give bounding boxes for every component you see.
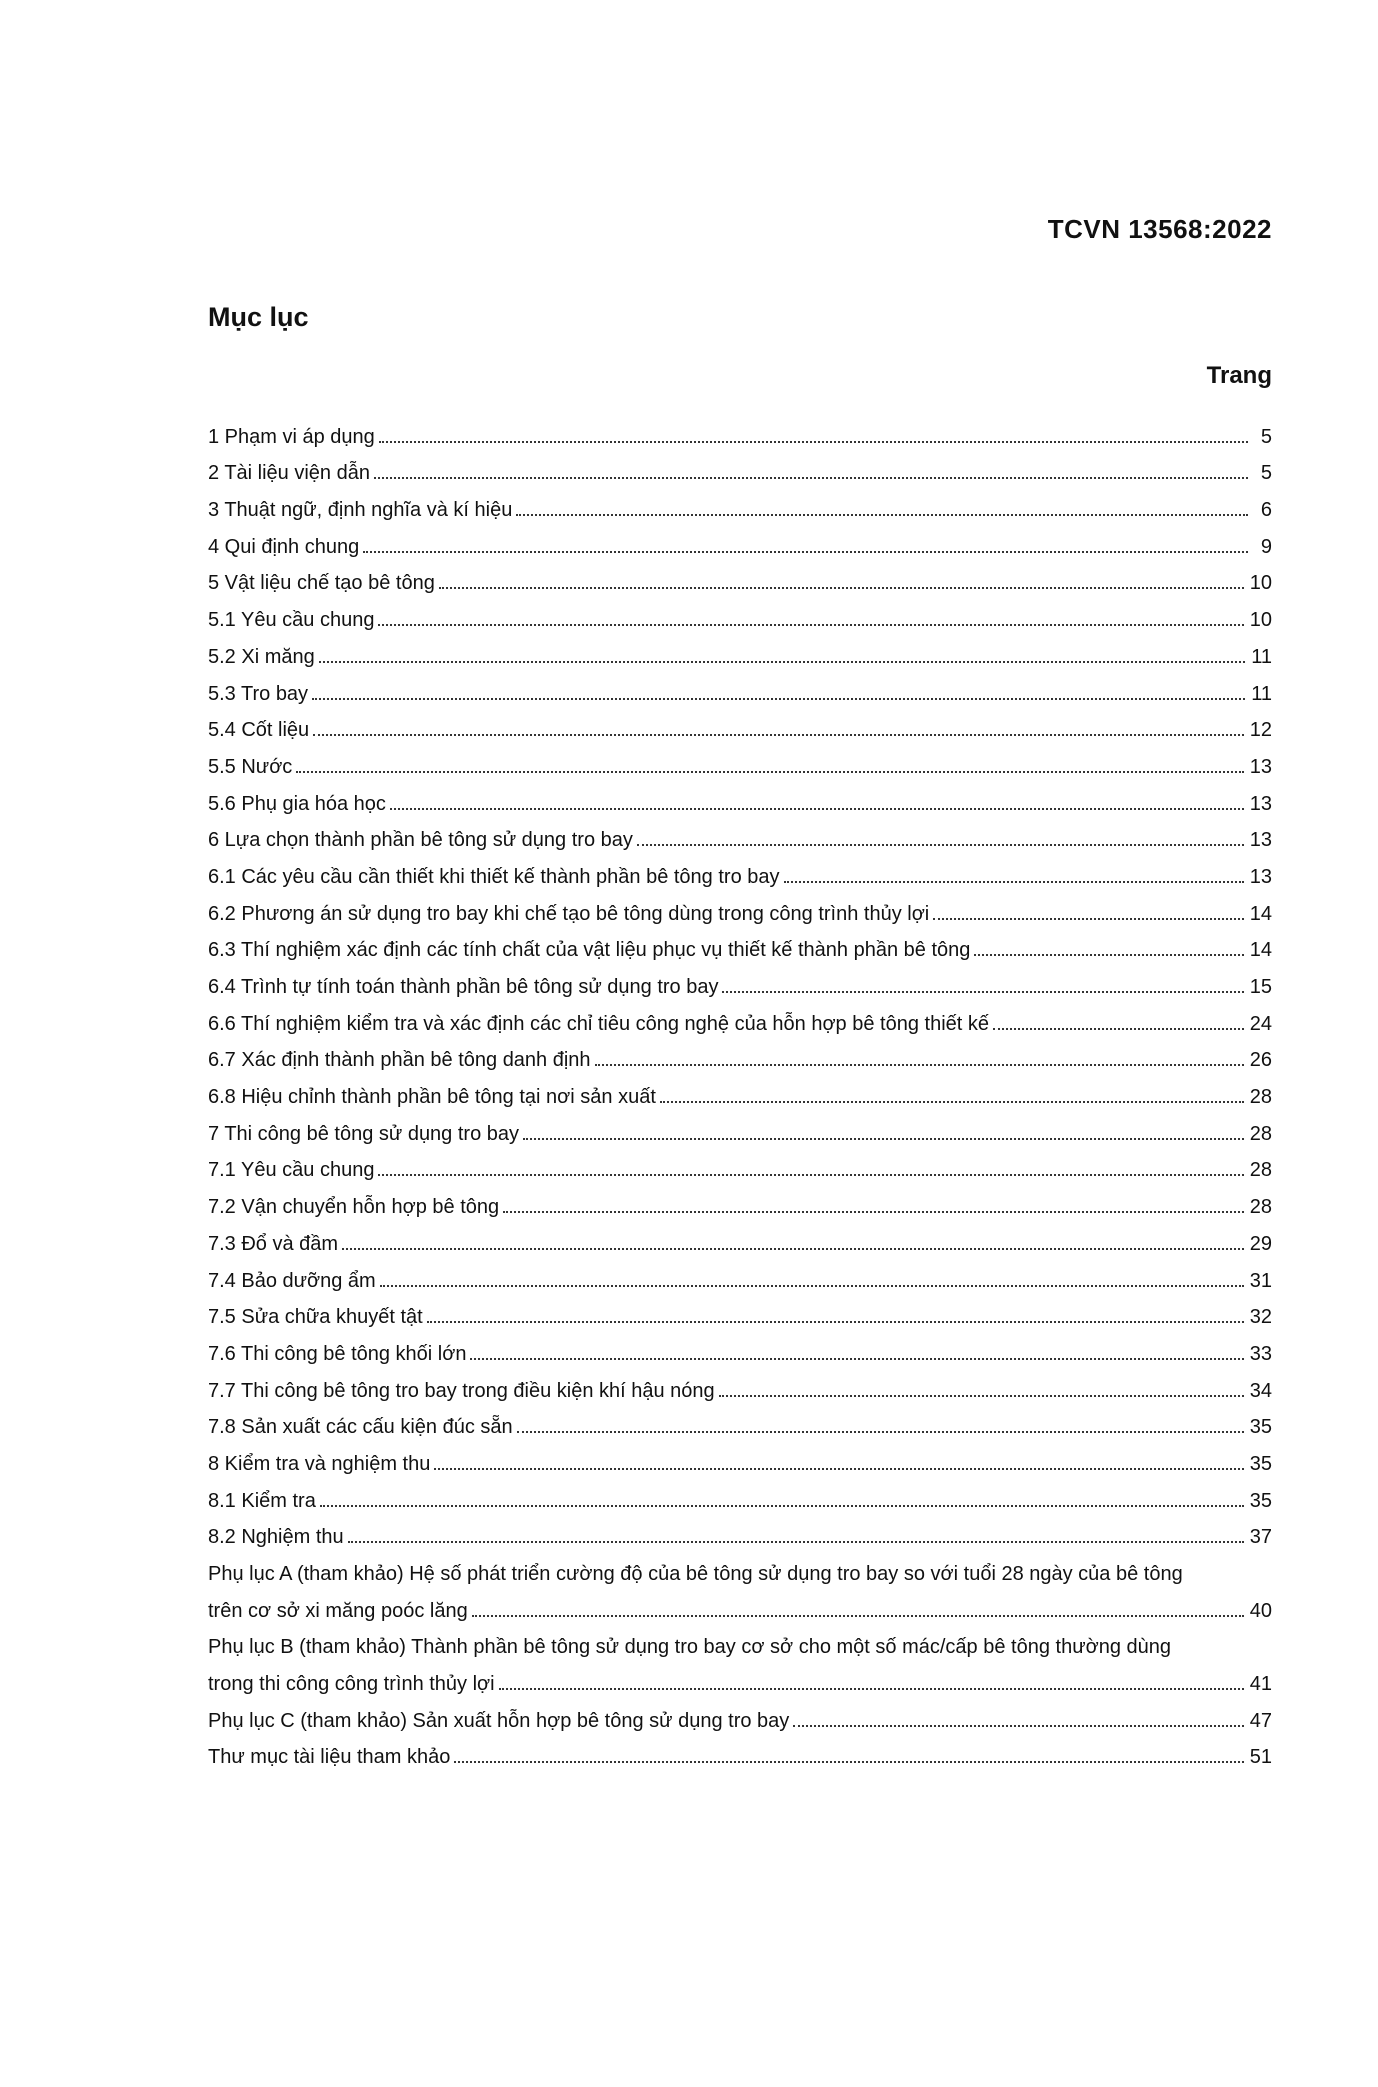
dot-leader	[499, 1688, 1244, 1690]
toc-entry-label: 4 Qui định chung	[208, 535, 360, 558]
dot-leader	[319, 661, 1246, 663]
toc-entry[interactable]	[208, 1366, 1272, 1403]
toc-entry[interactable]	[208, 1219, 1272, 1256]
toc-entry[interactable]	[208, 1513, 1272, 1550]
toc-entry-page: 5	[1260, 425, 1272, 448]
toc-entry-label: 6.6 Thí nghiệm kiểm tra và xác định các chỉ tiêu công nghệ của hỗn hợp bê tông thiết kế	[208, 1012, 990, 1035]
toc-entry[interactable]	[208, 1182, 1272, 1219]
toc-entry-page: 14	[1249, 902, 1272, 925]
toc-entry[interactable]	[208, 595, 1272, 632]
toc-entry-page: 12	[1249, 719, 1272, 742]
dot-leader	[933, 918, 1244, 920]
toc-entry-page: 28	[1249, 1159, 1272, 1182]
dot-leader	[390, 808, 1244, 810]
toc-entry[interactable]	[208, 999, 1272, 1036]
toc-entry-page: 41	[1249, 1673, 1272, 1696]
toc-entry[interactable]	[208, 926, 1272, 963]
toc-entry-label: 6.4 Trình tự tính toán thành phần bê tông sử dụng tro bay	[208, 976, 719, 998]
dot-leader	[378, 1174, 1243, 1176]
toc-entry[interactable]	[208, 669, 1272, 706]
toc-entry-page: 13	[1249, 829, 1272, 852]
dot-leader	[434, 1468, 1243, 1470]
toc-entry[interactable]	[208, 485, 1272, 522]
toc-entry[interactable]	[208, 1476, 1272, 1513]
dot-leader	[454, 1761, 1243, 1763]
table-of-contents	[208, 412, 1272, 1769]
toc-entry-label: 3 Thuật ngữ, định nghĩa và kí hiệu	[208, 499, 513, 522]
dot-leader	[660, 1101, 1244, 1103]
toc-entry-label: 8 Kiểm tra và nghiệm thu	[208, 1452, 431, 1475]
toc-entry-page: 35	[1249, 1489, 1272, 1512]
toc-entry[interactable]	[208, 1146, 1272, 1183]
toc-entry[interactable]	[208, 706, 1272, 743]
toc-entry-label: 7.1 Yêu cầu chung	[208, 1159, 375, 1182]
toc-entry-label: 5 Vật liệu chế tạo bê tông	[208, 572, 435, 595]
dot-leader	[427, 1321, 1244, 1323]
toc-entry-page: 35	[1249, 1416, 1272, 1439]
dot-leader	[363, 551, 1248, 553]
toc-entry[interactable]	[208, 1696, 1272, 1733]
toc-entry-page: 34	[1249, 1379, 1272, 1402]
toc-entry-page: 9	[1260, 535, 1272, 558]
toc-entry-label: 7 Thi công bê tông sử dụng tro bay	[208, 1122, 520, 1145]
dot-leader	[595, 1064, 1244, 1066]
toc-entry-page: 11	[1251, 682, 1272, 705]
toc-entry[interactable]	[208, 962, 1272, 999]
toc-entry-label: 7.3 Đổ và đầm	[208, 1232, 339, 1255]
toc-entry-page: 28	[1249, 1196, 1272, 1219]
toc-entry-line	[208, 1623, 1272, 1660]
toc-entry[interactable]	[208, 1733, 1272, 1770]
dot-leader	[523, 1138, 1244, 1140]
toc-entry-page: 28	[1249, 1086, 1272, 1109]
toc-entry-label: Phụ lục A (tham khảo) Hệ số phát triển cường độ của bê tông sử dụng tro bay so với tuổi 28 ngày của bê tông	[208, 1563, 1183, 1585]
toc-entry-page: 10	[1249, 572, 1272, 595]
toc-entry[interactable]	[208, 1109, 1272, 1146]
toc-entry[interactable]	[208, 1036, 1272, 1073]
toc-entry-label: Phụ lục B (tham khảo) Thành phần bê tông sử dụng tro bay cơ sở cho một số mác/cấp bê tông thường dùng	[208, 1636, 1171, 1659]
dot-leader	[296, 771, 1243, 773]
dot-leader	[516, 514, 1248, 516]
toc-entry-page: 33	[1249, 1342, 1272, 1365]
toc-entry-label: 6 Lựa chọn thành phần bê tông sử dụng tro bay	[208, 829, 633, 852]
dot-leader	[348, 1541, 1244, 1543]
dot-leader	[974, 954, 1243, 956]
toc-entry-page: 35	[1249, 1452, 1272, 1475]
toc-entry[interactable]	[208, 1329, 1272, 1366]
toc-entry-label: 7.4 Bảo dưỡng ẩm	[208, 1269, 376, 1292]
dot-leader	[379, 441, 1248, 443]
toc-entry[interactable]	[208, 1586, 1272, 1623]
standard-code: TCVN 13568:2022	[1047, 214, 1272, 244]
toc-entry-page: 6	[1260, 499, 1272, 522]
toc-entry-label: 7.7 Thi công bê tông tro bay trong điều kiện khí hậu nóng	[208, 1379, 715, 1402]
toc-entry[interactable]	[208, 1293, 1272, 1330]
toc-entry[interactable]	[208, 779, 1272, 816]
toc-entry-page: 24	[1249, 1012, 1272, 1035]
toc-entry-label: 7.5 Sửa chữa khuyết tật	[208, 1306, 423, 1329]
dot-leader	[793, 1725, 1243, 1727]
toc-entry-label-cont: trên cơ sở xi măng poóc lăng	[208, 1599, 468, 1622]
toc-entry-label: 7.2 Vận chuyển hỗn hợp bê tông	[208, 1196, 500, 1219]
toc-entry-label: 1 Phạm vi áp dụng	[208, 425, 375, 448]
toc-entry-line	[208, 1549, 1272, 1586]
toc-entry-page: 11	[1251, 645, 1272, 668]
toc-title: Mục lục	[208, 302, 309, 332]
toc-entry[interactable]	[208, 1439, 1272, 1476]
toc-entry-label: Thư mục tài liệu tham khảo	[208, 1746, 451, 1769]
dot-leader	[312, 698, 1245, 700]
dot-leader	[313, 734, 1244, 736]
toc-entry-label: 6.8 Hiệu chỉnh thành phần bê tông tại nơi sản xuất	[208, 1086, 656, 1109]
dot-leader	[503, 1211, 1244, 1213]
page-column-label: Trang	[1206, 362, 1272, 389]
toc-entry-page: 13	[1249, 755, 1272, 778]
dot-leader	[719, 1395, 1244, 1397]
dot-leader	[784, 881, 1244, 883]
toc-entry-label: 8.2 Nghiệm thu	[208, 1526, 344, 1549]
toc-entry-page: 10	[1249, 609, 1272, 632]
toc-entry-label: 6.1 Các yêu cầu cần thiết khi thiết kế thành phần bê tông tro bay	[208, 865, 780, 888]
toc-entry[interactable]	[208, 632, 1272, 669]
dot-leader	[637, 844, 1244, 846]
toc-entry[interactable]	[208, 889, 1272, 926]
toc-entry-page: 26	[1249, 1049, 1272, 1072]
toc-entry-label: 5.5 Nước	[208, 755, 293, 778]
toc-entry-label: 7.6 Thi công bê tông khối lớn	[208, 1342, 467, 1365]
toc-entry-label-cont: trong thi công công trình thủy lợi	[208, 1673, 495, 1696]
toc-entry-label: 5.4 Cốt liệu	[208, 719, 310, 742]
dot-leader	[472, 1615, 1244, 1617]
toc-entry[interactable]	[208, 1403, 1272, 1440]
dot-leader	[380, 1285, 1244, 1287]
toc-entry[interactable]	[208, 412, 1272, 449]
toc-entry-label: 5.6 Phụ gia hóa học	[208, 792, 386, 815]
toc-entry-label: 5.1 Yêu cầu chung	[208, 609, 375, 632]
toc-entry-page: 51	[1249, 1746, 1272, 1769]
toc-entry[interactable]	[208, 1659, 1272, 1696]
toc-entry-label: 6.3 Thí nghiệm xác định các tính chất của vật liệu phục vụ thiết kế thành phần bê tông	[208, 939, 971, 962]
toc-entry-page: 13	[1249, 865, 1272, 888]
dot-leader	[470, 1358, 1243, 1360]
toc-entry-label: 7.8 Sản xuất các cấu kiện đúc sẵn	[208, 1416, 513, 1439]
toc-entry[interactable]	[208, 742, 1272, 779]
toc-entry-page: 32	[1249, 1306, 1272, 1329]
dot-leader	[374, 477, 1248, 479]
dot-leader	[722, 991, 1243, 993]
toc-entry[interactable]	[208, 449, 1272, 486]
toc-entry-label: 5.2 Xi măng	[208, 645, 315, 668]
toc-entry-label: 8.1 Kiểm tra	[208, 1489, 316, 1512]
toc-entry-label: Phụ lục C (tham khảo) Sản xuất hỗn hợp bê tông sử dụng tro bay	[208, 1709, 790, 1732]
toc-entry-page: 29	[1249, 1232, 1272, 1255]
dot-leader	[517, 1431, 1244, 1433]
toc-entry-label: 2 Tài liệu viện dẫn	[208, 462, 370, 485]
toc-entry-label: 6.7 Xác định thành phần bê tông danh định	[208, 1049, 591, 1072]
toc-entry-page: 31	[1249, 1269, 1272, 1292]
toc-entry-page: 47	[1249, 1709, 1272, 1732]
toc-entry-page: 13	[1249, 792, 1272, 815]
toc-entry[interactable]	[208, 852, 1272, 889]
toc-entry-page: 40	[1249, 1599, 1272, 1622]
toc-entry[interactable]	[208, 816, 1272, 853]
toc-entry[interactable]	[208, 522, 1272, 559]
dot-leader	[342, 1248, 1244, 1250]
dot-leader	[378, 624, 1243, 626]
dot-leader	[993, 1028, 1244, 1030]
toc-entry-page: 15	[1249, 976, 1272, 998]
toc-entry[interactable]	[208, 1072, 1272, 1109]
toc-entry[interactable]	[208, 1256, 1272, 1293]
dot-leader	[320, 1505, 1244, 1507]
toc-entry-page: 37	[1249, 1526, 1272, 1549]
toc-entry-label: 6.2 Phương án sử dụng tro bay khi chế tạo bê tông dùng trong công trình thủy lợi	[208, 902, 930, 925]
toc-entry-page: 14	[1249, 939, 1272, 962]
toc-entry-page: 28	[1249, 1122, 1272, 1145]
toc-entry-label: 5.3 Tro bay	[208, 682, 309, 705]
dot-leader	[439, 587, 1244, 589]
toc-entry[interactable]	[208, 559, 1272, 596]
toc-entry-page: 5	[1260, 462, 1272, 485]
